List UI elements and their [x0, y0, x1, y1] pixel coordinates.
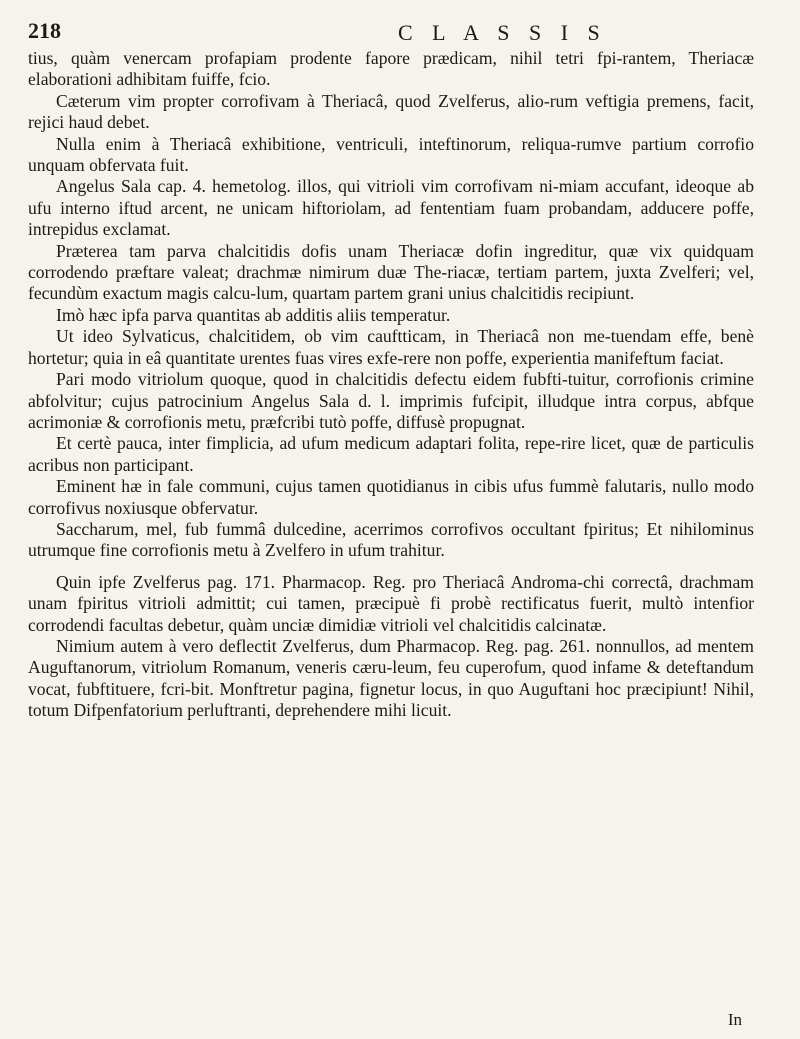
running-head: C L A S S I S	[398, 20, 607, 45]
paragraph: Saccharum, mel, fub fummâ dulcedine, acerrimos corrofivos occultant fpiritus; Et nihilominus utrumque fine corrofionis metu à Zvelfero in ufum trahitur.	[28, 518, 754, 561]
catchword: In	[727, 1010, 742, 1029]
paragraph: Quin ipfe Zvelferus pag. 171. Pharmacop. Reg. pro Theriacâ Androma-chi correctâ, drachmam unam fpiritus vitrioli admittit; cui tamen, præcipuè fi probè rectificatus fuerit, multò intenfior corrodendi facultas debetur, quàm unciæ dimidiæ vitrioli vel chalcitidis calcinatæ.	[28, 571, 754, 635]
paragraph: Præterea tam parva chalcitidis dofis unam Theriacæ dofin ingreditur, quæ vix quidquam corrodendo præftare valeat; drachmæ nimirum duæ The-riacæ, tertiam partem, juxta Zvelferi; vel, fecundùm exactum magis calcu-lum, quartam partem grani unius chalcitidis recipiunt.	[28, 240, 754, 304]
paragraph: Ut ideo Sylvaticus, chalcitidem, ob vim cauftticam, in Theriacâ non me-tuendam effe, benè hortetur; quia in eâ quantitate urentes fuas vires exfe-rere non poffe, experientia manifeftum faciat.	[28, 326, 754, 368]
paragraph: Pari modo vitriolum quoque, quod in chalcitidis defectu eidem fubfti-tuitur, corrofionis crimine abfolvitur; cujus patrocinium Angelus Sala d. l. imprimis fufcipit, illudque intra corpus, abfque acrimoniæ & corrofionis metu, præfcribi tutò poffe, diffusè propugnat.	[28, 369, 754, 432]
paragraph: Nimium autem à vero deflectit Zvelferus, dum Pharmacop. Reg. pag. 261. nonnullos, ad mentem Auguftanorum, vitriolum Romanum, veneris cæru-leum, feu cuperofum, quod infame & deteftandum vocat, fubftituere, fcri-bit. Monftretur pagina, fignetur locus, in quo Auguftani hoc præcipiunt! Nihil, totum Difpenfatorium perluftranti, deprehendere mihi licuit.	[28, 635, 754, 721]
paragraph: tius, quàm venercam profapiam prodente fapore prædicam, nihil tetri fpi-rantem, Theriacæ elaborationi adhibitam fuiffe, fcio.	[28, 48, 754, 90]
page-number: 218	[28, 18, 61, 43]
paragraph: Angelus Sala cap. 4. hemetolog. illos, qui vitrioli vim corrofivam ni-miam accufant, ideoque ab ufu interno iftud arcent, ne unicam hiftoriolam, ad fententiam fuam probandam, adducere poffe, intrepidus exclamat.	[28, 176, 754, 240]
body-text	[28, 48, 754, 722]
paragraph: Eminent hæ in fale communi, cujus tamen quotidianus in cibis ufus fummè falutaris, nullo modo corrofivus noxiusque obfervatur.	[28, 476, 754, 518]
page-header	[28, 14, 754, 48]
paragraph: Imò hæc ipfa parva quantitas ab additis aliis temperatur.	[56, 304, 451, 325]
paragraph: Cæterum vim propter corrofivam à Theriacâ, quod Zvelferus, alio-rum veftigia premens, facit, rejici haud debet.	[28, 90, 754, 133]
paragraph: Et certè pauca, inter fimplicia, ad ufum medicum adaptari folita, repe-rire licet, quæ de particulis acribus non participant.	[28, 433, 754, 475]
paragraph: Nulla enim à Theriacâ exhibitione, ventriculi, inteftinorum, reliqua-rumve partium corrofio unquam obfervata fuit.	[28, 133, 754, 176]
